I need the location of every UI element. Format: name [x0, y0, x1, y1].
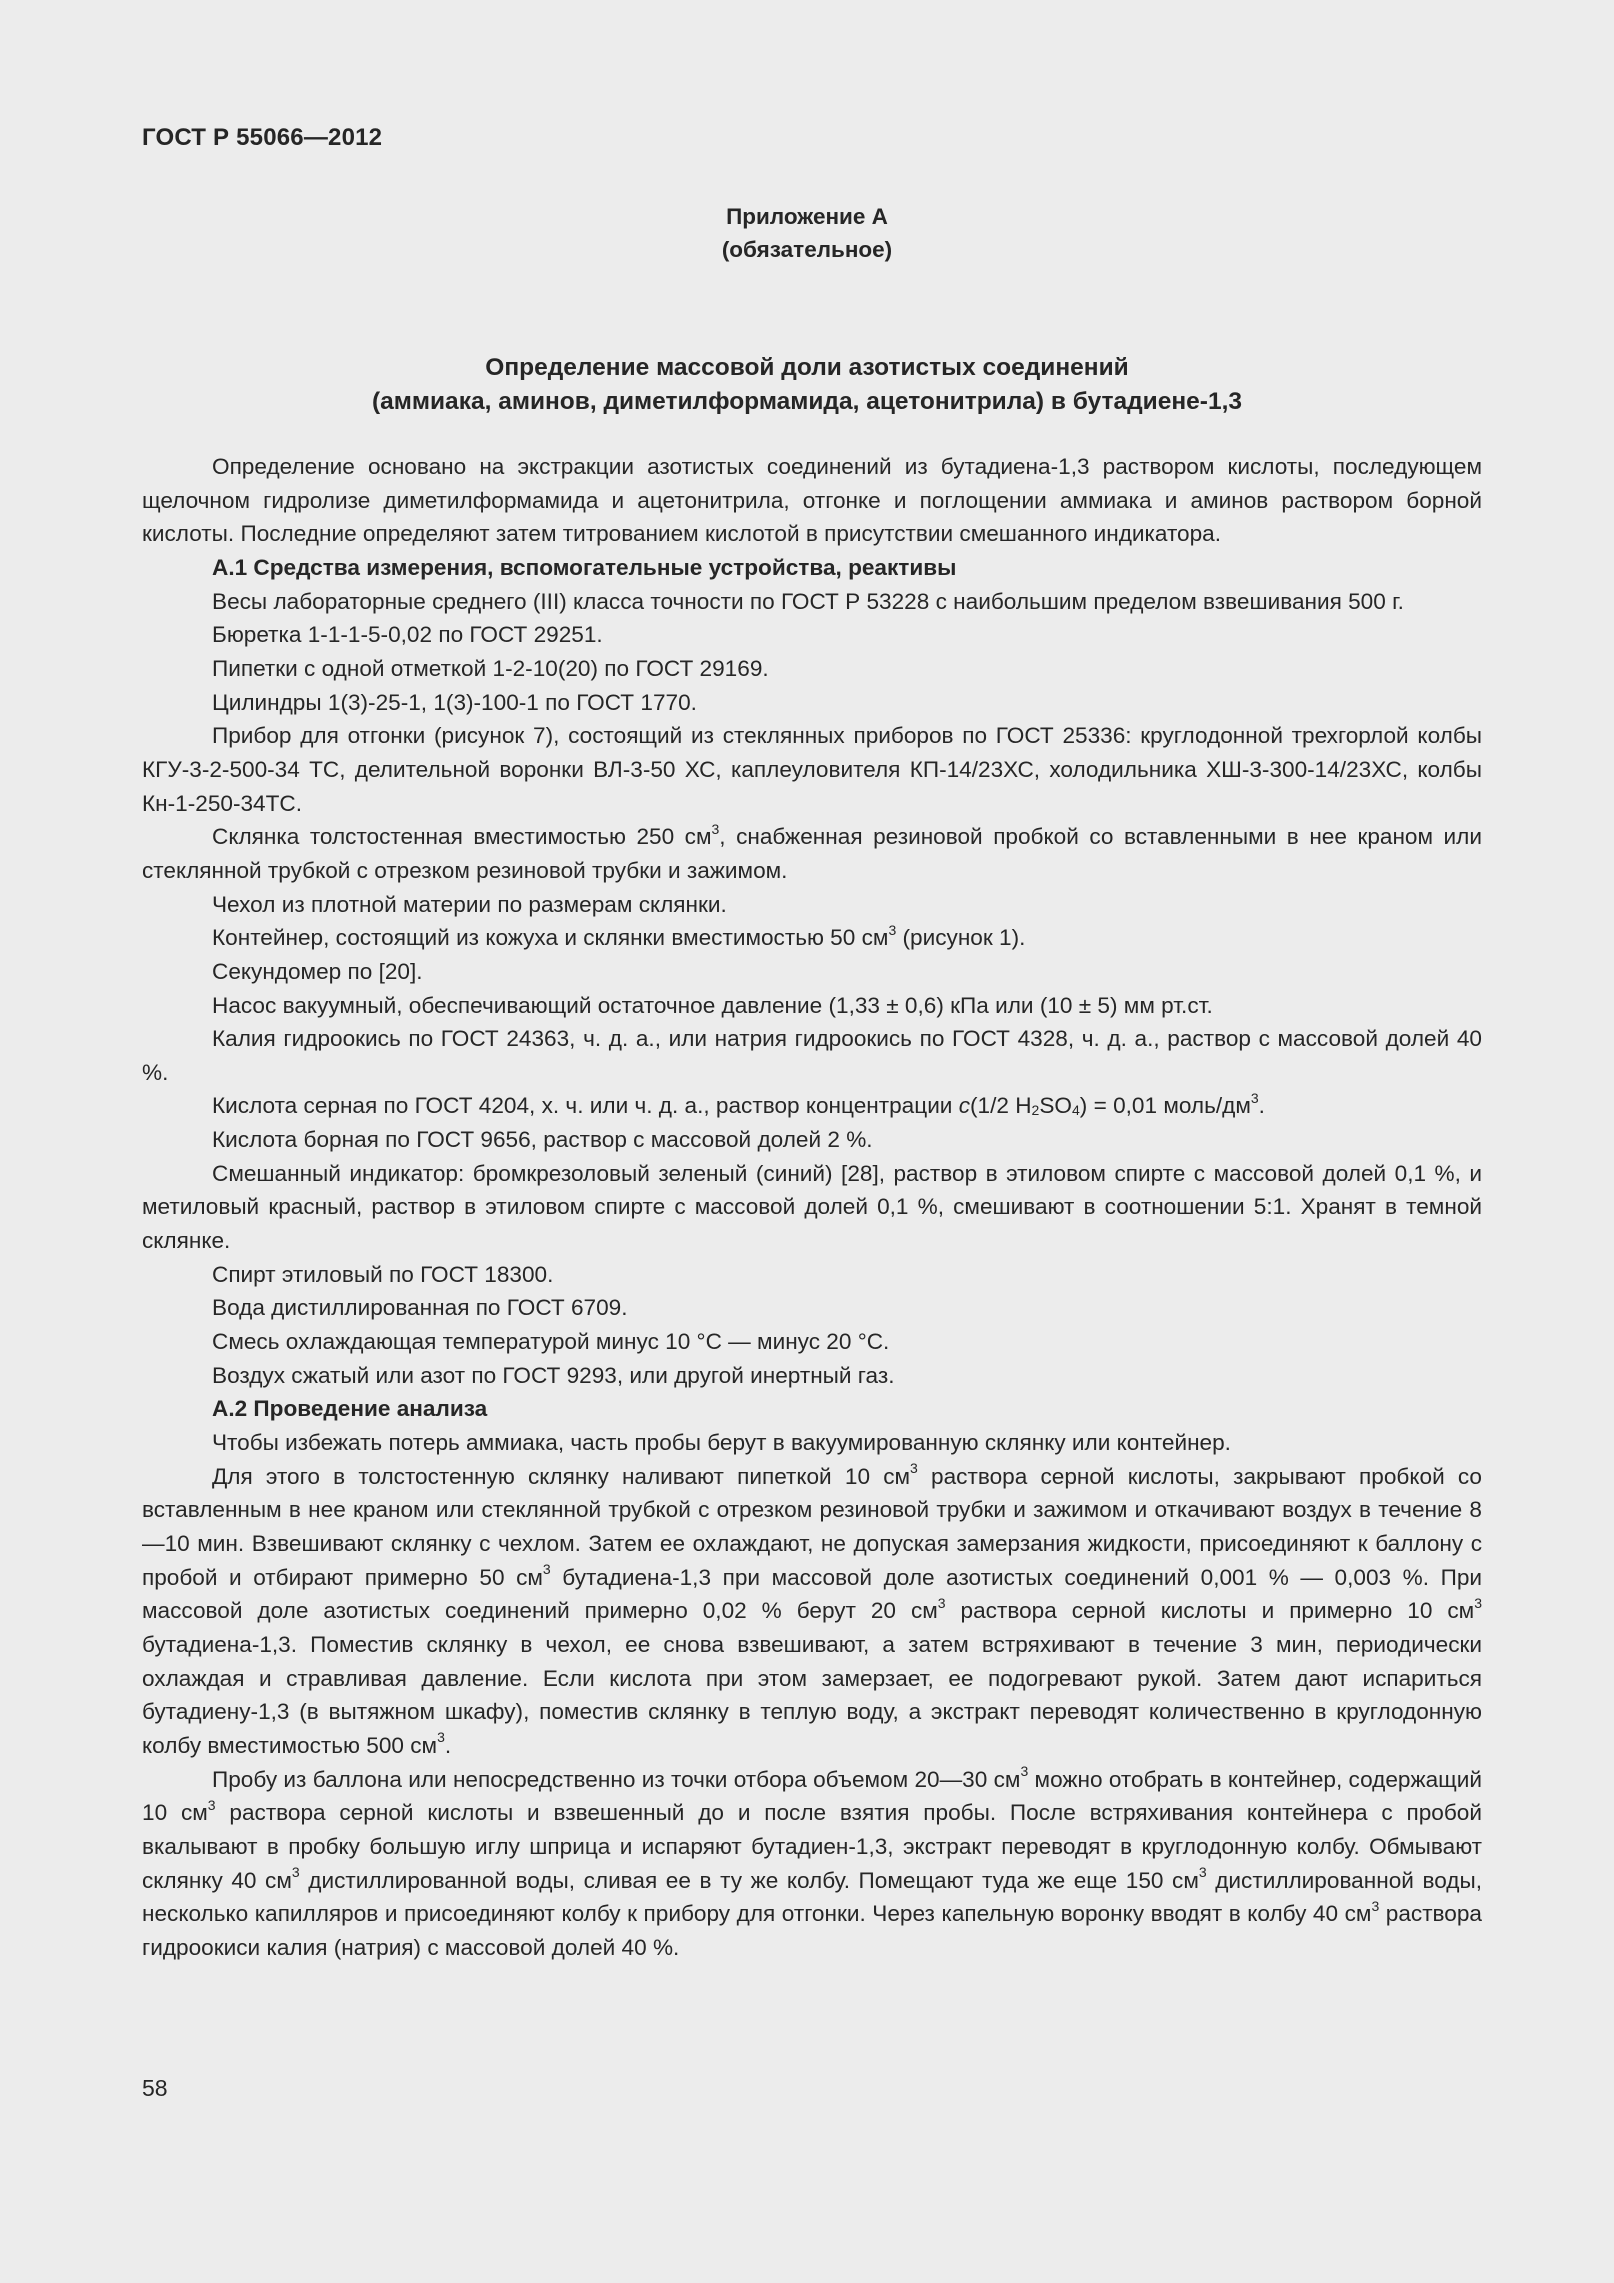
procedure-2-text-3: раствора серной кислоты и взвешенный до и после взятия пробы. После встряхивания контейнера с пробой вкалывают в пробку большую иглу шприца и испаряют бутадиен-1,3, экстракт переводят в круглодонную колбу. Обмывают склянку 40 см — [142, 1800, 1482, 1893]
superscript-3: 3 — [910, 1460, 918, 1477]
item-cylinders: Цилиндры 1(3)-25-1, 1(3)-100-1 по ГОСТ 1770. — [212, 689, 697, 715]
appendix-heading — [0, 200, 1614, 266]
item-scales: Весы лабораторные среднего (III) класса точности по ГОСТ Р 53228 с наибольшим пределом взвешивания 500 г. — [212, 588, 1404, 614]
item-container-text-1: Контейнер, состоящий из кожуха и склянки вместимостью 50 см — [212, 925, 889, 951]
document-code: ГОСТ Р 55066—2012 — [142, 124, 383, 151]
item-container — [142, 921, 1482, 955]
superscript-3: 3 — [542, 1561, 551, 1578]
item-pump: Насос вакуумный, обеспечивающий остаточное давление (1,33 ± 0,6) кПа или (10 ± 5) мм рт.ст. — [212, 992, 1213, 1018]
section-title — [0, 351, 1614, 419]
item-sulfuric-acid — [142, 1089, 1482, 1123]
item-container-text-2: (рисунок 1). — [896, 925, 1026, 951]
procedure-2-text-4: дистиллированной воды, сливая ее в ту же колбу. Помещают туда же еще 150 см — [299, 1867, 1199, 1893]
item-sulfuric-text-1: Кислота серная по ГОСТ 4204, х. ч. или ч. д. а., раствор концентрации — [212, 1093, 959, 1119]
appendix-status: (обязательное) — [721, 237, 893, 262]
item-sulfuric-text-2: (1/2 H — [970, 1093, 1032, 1119]
procedure-2-text-2: можно отобрать в контейнер, содержащий 10 см — [142, 1766, 1482, 1826]
intro-paragraph: Определение основано на экстракции азотистых соединений из бутадиена-1,3 раствором кислоты, последующем щелочном гидролизе диметилформамида и ацетонитрила, отгонке и поглощении аммиака и аминов раствором борной кислоты. Последние определяют затем титрованием кислотой в присутствии смешанного индикатора. — [142, 454, 1482, 547]
superscript-3: 3 — [207, 1796, 216, 1813]
subsection-heading-a1: А.1 Средства измерения, вспомогательные устройства, реактивы — [212, 554, 957, 580]
item-distill-apparatus: Прибор для отгонки (рисунок 7), состоящий из стеклянных приборов по ГОСТ 25336: круглодонной трехгорлой колбы КГУ-3-2-500-34 ТС, делительной воронки ВЛ-3-50 ХС, каплеуловителя КП-14/23ХС, холодильника ХШ-3-300-14/23ХС, колбы Кн-1-250-34ТС. — [142, 723, 1482, 816]
item-cover: Чехол из плотной материи по размерам склянки. — [212, 891, 727, 917]
superscript-3: 3 — [291, 1864, 300, 1881]
item-indicator: Смешанный индикатор: бромкрезоловый зеленый (синий) [28], раствор в этиловом спирте с массовой долей 0,1 %, и метиловый красный, раствор в этиловом спирте с массовой долей 0,1 %, смешивают в соотношении 5:1. Хранят в темной склянке. — [142, 1160, 1482, 1254]
item-sulfuric-text-5: . — [1258, 1093, 1265, 1119]
procedure-1-text-3: бутадиена-1,3 при массовой доле азотистых соединений 0,001 % — 0,003 %. При массовой доле азотистых соединений примерно 0,02 % берут 20 см — [142, 1564, 1482, 1624]
item-water: Вода дистиллированная по ГОСТ 6709. — [212, 1295, 628, 1321]
superscript-3: 3 — [1371, 1897, 1380, 1914]
superscript-3: 3 — [1250, 1089, 1259, 1106]
subscript-4: 4 — [1072, 1102, 1080, 1119]
item-compressed-air: Воздух сжатый или азот по ГОСТ 9293, или другой инертный газ. — [212, 1362, 895, 1388]
item-stopwatch: Секундомер по [20]. — [212, 958, 423, 984]
procedure-intro: Чтобы избежать потерь аммиака, часть пробы берут в вакуумированную склянку или контейнер. — [212, 1430, 1231, 1456]
appendix-label: Приложение А — [726, 204, 888, 229]
superscript-3: 3 — [1198, 1864, 1207, 1881]
item-pipettes: Пипетки с одной отметкой 1-2-10(20) по ГОСТ 29169. — [212, 655, 769, 681]
body-text — [142, 450, 1482, 1965]
item-boric-acid: Кислота борная по ГОСТ 9656, раствор с массовой долей 2 %. — [212, 1127, 873, 1153]
procedure-1-text-2: раствора серной кислоты, закрывают пробкой со вставленным в нее краном или стеклянной трубкой с отрезком резиновой трубки и зажимом и откачивают воздух в течение 8—10 мин. Взвешивают склянку с чехлом. Затем ее охлаждают, не допуская замерзания жидкости, присоединяют к баллону с пробой и отбирают примерно 50 см — [142, 1463, 1482, 1590]
item-ethanol: Спирт этиловый по ГОСТ 18300. — [212, 1261, 554, 1287]
procedure-paragraph-2 — [142, 1763, 1482, 1965]
item-sulfuric-text-3: SO — [1039, 1093, 1072, 1119]
section-title-line-2: (аммиака, аминов, диметилформамида, ацетонитрила) в бутадиене-1,3 — [371, 388, 1243, 415]
section-title-line-1: Определение массовой доли азотистых соединений — [485, 354, 1129, 381]
procedure-2-text-1: Пробу из баллона или непосредственно из точки отбора объемом 20—30 см — [212, 1766, 1021, 1792]
superscript-3: 3 — [711, 820, 720, 837]
procedure-paragraph-1 — [142, 1460, 1482, 1763]
procedure-1-text-5: бутадиена-1,3. Поместив склянку в чехол, ее снова взвешивают, а затем встряхивают в течение 3 мин, периодически охлаждая и стравливая давление. Если кислота при этом замерзает, ее подогревают рукой. Затем дают испариться бутадиену-1,3 (в вытяжном шкафу), поместив склянку в теплую воду, а экстракт переводят количественно в круглодонную колбу вместимостью 500 см — [142, 1631, 1482, 1758]
procedure-2-text-5: дистиллированной воды, несколько капилляров и присоединяют колбу к прибору для отгонки. Через капельную воронку вводят в колбу 40 см — [142, 1867, 1482, 1927]
superscript-3: 3 — [888, 921, 897, 938]
procedure-1-text-1: Для этого в толстостенную склянку наливают пипеткой 10 см — [212, 1463, 911, 1489]
superscript-3: 3 — [937, 1594, 946, 1611]
item-cooling-mixture: Смесь охлаждающая температурой минус 10 °С — минус 20 °С. — [212, 1329, 890, 1355]
superscript-3: 3 — [437, 1729, 445, 1746]
item-hydroxide: Калия гидроокись по ГОСТ 24363, ч. д. а., или натрия гидроокись по ГОСТ 4328, ч. д. а., раствор с массовой долей 40 %. — [142, 1026, 1482, 1085]
concentration-symbol: c — [958, 1093, 971, 1119]
item-sulfuric-text-4: ) = 0,01 моль/дм — [1079, 1093, 1251, 1119]
procedure-1-text-6: . — [444, 1732, 452, 1758]
subscript-2: 2 — [1031, 1102, 1040, 1119]
procedure-2-text-6: раствора гидроокиси калия (натрия) с массовой долей 40 %. — [142, 1901, 1482, 1960]
superscript-3: 3 — [1020, 1763, 1029, 1780]
item-burette: Бюретка 1-1-1-5-0,02 по ГОСТ 29251. — [212, 622, 603, 648]
superscript-3: 3 — [1474, 1594, 1482, 1611]
item-bottle-text-1: Склянка толстостенная вместимостью 250 см — [212, 824, 712, 850]
procedure-1-text-4: раствора серной кислоты и примерно 10 см — [945, 1598, 1475, 1624]
subsection-heading-a2: А.2 Проведение анализа — [212, 1396, 488, 1422]
page-number: 58 — [142, 2075, 168, 2101]
item-bottle-text-2: , снабженная резиновой пробкой со вставленными в нее краном или стеклянной трубкой с отрезком резиновой трубки и зажимом. — [142, 824, 1482, 883]
item-bottle — [142, 820, 1482, 887]
